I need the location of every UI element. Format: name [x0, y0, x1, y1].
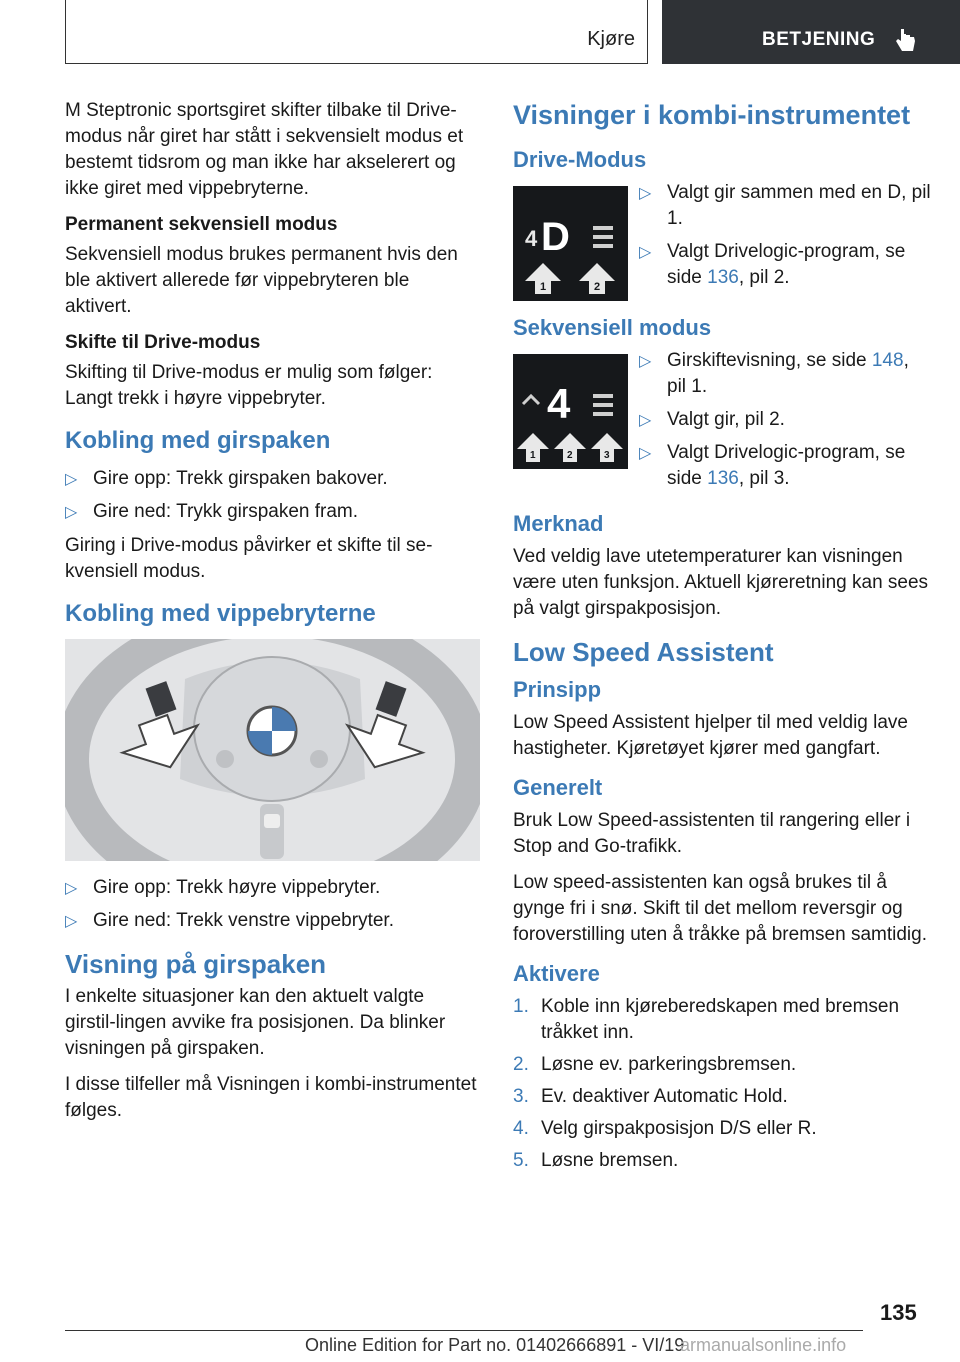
visning-heading: Visning på girspaken — [65, 949, 327, 979]
hand-pointer-icon — [895, 27, 917, 53]
list-item: ▷ Valgt Drivelogic-program, se side 136, pil 3. — [639, 442, 906, 489]
kombi-heading: Visninger i kombi-instrumentet — [513, 100, 911, 130]
page-link[interactable]: 148 — [871, 350, 904, 371]
lsa-heading: Low Speed Assistent — [513, 637, 774, 667]
intro-paragraph: M Steptronic sportsgiret skifter tilbake til Drive-modus når giret har stått i sekvensielt modus et bestemt tidsrom og man ikke har akselerert og ikke giret med vippebryterne. — [65, 100, 464, 199]
section-tab[interactable] — [662, 0, 960, 64]
sequential-mode-display — [513, 354, 628, 469]
mode-letter: D — [541, 215, 570, 259]
permanent-title: Permanent sekvensiell modus — [65, 214, 338, 235]
chapter-tab[interactable] — [65, 0, 648, 64]
drive-mode-display — [513, 186, 628, 301]
girspaken-note: Giring i Drive-modus påvirker et skifte til se-kvensiell modus. — [65, 535, 433, 582]
page-number: 135 — [880, 1300, 917, 1325]
list-item: ▷ Gire ned: Trykk girspaken fram. — [65, 499, 480, 525]
triangle-right-icon: ▷ — [65, 471, 78, 488]
list-item: ▷ Valgt gir, pil 2. — [639, 407, 933, 433]
girspaken-list — [65, 466, 480, 525]
page-header — [0, 0, 960, 66]
edition-text: Online Edition for Part no. 01402666891 - VI/19 — [305, 1335, 685, 1355]
skifte-text: Skifting til Drive-modus er mulig som følger: Langt trekk i høyre vippebryter. — [65, 362, 433, 409]
drive-display-block — [513, 180, 933, 302]
prinsipp-text: Low Speed Assistent hjelper til med veldig lave hastigheter. Kjøretøyet kjører med gangfart. — [513, 712, 909, 759]
list-item: ▷ Valgt gir sammen med en D, pil 1. — [639, 182, 931, 229]
vippe-heading: Kobling med vippebryterne — [65, 600, 376, 627]
merknad-text: Ved veldig lave utetemperaturer kan visningen være uten funksjon. Aktuell kjøreretning kan sees på valgt girspakposisjon. — [513, 546, 929, 619]
arrow-label: 1 — [540, 281, 547, 293]
generelt-text-1: Bruk Low Speed-assistenten til rangering eller i Stop and Go-trafikk. — [513, 810, 911, 857]
steering-wheel-image — [65, 639, 480, 861]
step-item: 2. Løsne ev. parkeringsbremsen. — [513, 1054, 797, 1075]
list-item: ▷ Gire ned: Trekk venstre vippebryter. — [65, 908, 480, 934]
watermark-text: armanualsonline.info — [680, 1335, 847, 1355]
list-item: ▷ Girskiftevisning, se side 148, pil 1. — [639, 350, 909, 397]
triangle-right-icon: ▷ — [639, 412, 652, 429]
vippe-list — [65, 875, 480, 934]
gear-number: 4 — [547, 380, 571, 427]
page-link[interactable]: 136 — [707, 468, 739, 489]
chevron-up-icon — [523, 396, 539, 404]
aktivere-steps — [513, 994, 933, 1174]
footer-divider — [65, 1330, 863, 1331]
merknad-heading: Merknad — [513, 511, 604, 536]
section-title: BETJENING — [762, 29, 876, 50]
step-item: 1. Koble inn kjøreberedskapen med bremsen tråkket inn. — [513, 996, 900, 1043]
generelt-heading: Generelt — [513, 775, 603, 800]
arrow-label: 2 — [594, 281, 601, 293]
drive-list — [639, 180, 933, 298]
arrow-label: 1 — [530, 450, 536, 461]
left-column — [65, 98, 480, 1124]
gear-number: 4 — [525, 226, 538, 251]
seq-display-block — [513, 348, 933, 498]
generelt-text-2: Low speed-assistenten kan også brukes til å gynge fri i snø. Skift til det mellom reversgir og foroverstilling uten å tråkke på bremsen samtidig. — [513, 872, 927, 945]
chapter-title: Kjøre — [587, 28, 635, 50]
step-item: 4. Velg girspakposisjon D/S eller R. — [513, 1118, 817, 1139]
list-item: ▷ Gire opp: Trekk girspaken bakover. — [65, 466, 480, 492]
triangle-right-icon: ▷ — [639, 445, 652, 462]
page-link[interactable]: 136 — [707, 267, 739, 288]
step-item: 5. Løsne bremsen. — [513, 1150, 679, 1171]
triangle-right-icon: ▷ — [65, 913, 78, 930]
steering-wheel-illustration — [65, 639, 480, 861]
triangle-right-icon: ▷ — [639, 244, 652, 261]
sekv-list — [639, 348, 933, 499]
right-column — [513, 98, 933, 1180]
sekv-heading: Sekvensiell modus — [513, 315, 712, 340]
visning-text-1: I enkelte situasjoner kan den aktuelt valgte girstil-lingen avvike fra posisjonen. Da blinker visningen på girspaken. — [65, 986, 446, 1059]
girspaken-heading: Kobling med girspaken — [65, 427, 331, 454]
triangle-right-icon: ▷ — [65, 504, 78, 521]
triangle-right-icon: ▷ — [639, 353, 652, 370]
permanent-text: Sekvensiell modus brukes permanent hvis den ble aktivert allerede før vippebryteren ble aktivert. — [65, 244, 458, 317]
list-item: ▷ Gire opp: Trekk høyre vippebryter. — [65, 875, 480, 901]
step-item: 3. Ev. deaktiver Automatic Hold. — [513, 1086, 788, 1107]
skifte-title: Skifte til Drive-modus — [65, 332, 261, 353]
list-item: ▷ Valgt Drivelogic-program, se side 136, pil 2. — [639, 241, 906, 288]
visning-text-2: I disse tilfeller må Visningen i kombi-instrumentet følges. — [65, 1074, 477, 1121]
drive-heading: Drive-Modus — [513, 147, 647, 172]
arrow-label: 2 — [567, 450, 573, 461]
triangle-right-icon: ▷ — [639, 185, 652, 202]
triangle-right-icon: ▷ — [65, 880, 78, 897]
aktivere-heading: Aktivere — [513, 961, 600, 986]
arrow-label: 3 — [604, 450, 610, 461]
prinsipp-heading: Prinsipp — [513, 677, 602, 702]
